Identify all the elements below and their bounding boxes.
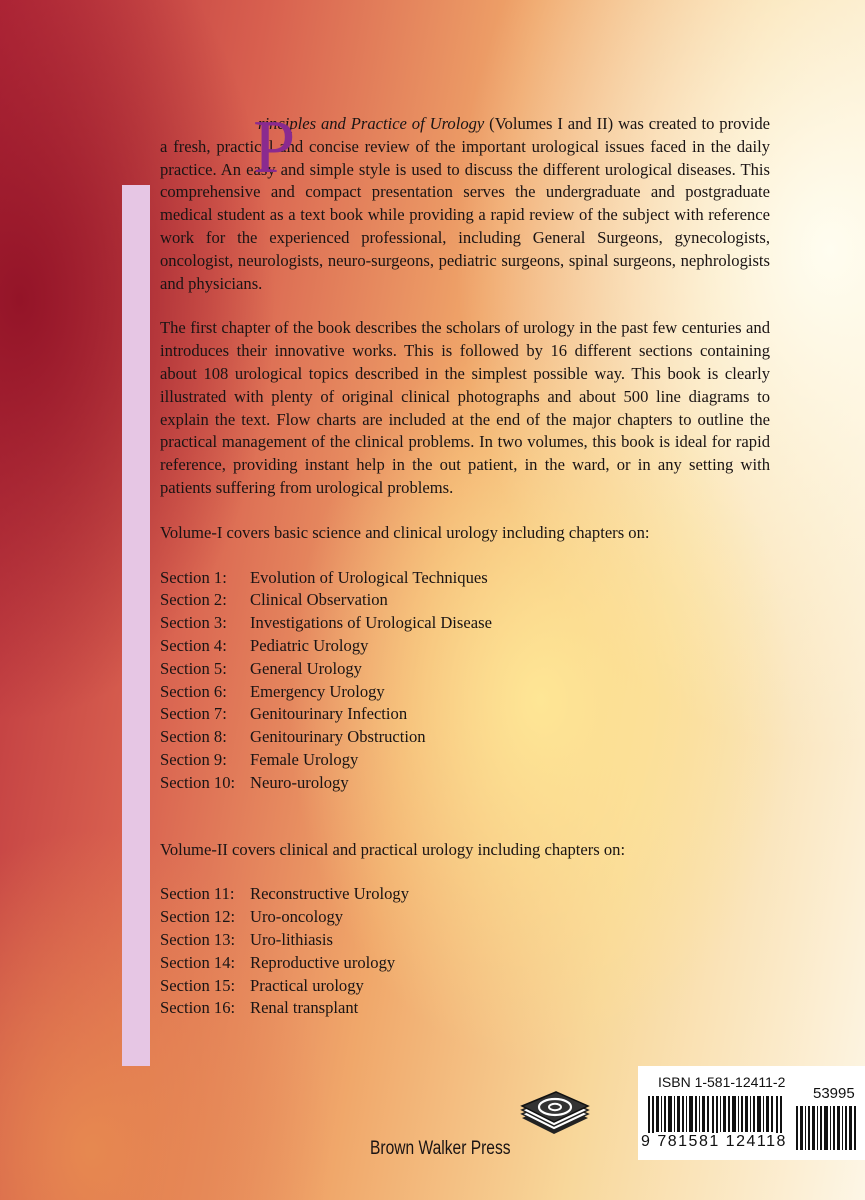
section-item: Section 16: Renal transplant [160, 998, 359, 1018]
section-item: Section 15: Practical urology [160, 975, 364, 995]
price-addon-digits: 53995 [813, 1085, 855, 1102]
decorative-side-bar [122, 185, 150, 1066]
section-item: Section 9: Female Urology [160, 749, 359, 769]
publisher-name: Brown Walker Press [370, 1138, 511, 1159]
blurb-text [160, 105, 770, 1064]
ean-digits: 9 781581 124118 [641, 1133, 787, 1150]
blurb-paragraph-2: The first chapter of the book describes the scholars of urology in the past few centuries and introduces their innovative works. This is followed by 16 different sections containing about 108 urological topics described in the simplest possible way. This book is clearly illustrated with plenty of original clinical photographs and about 500 line diagrams to explain the text. Flow charts are included at the end of the major chapters to outline the practical management of the clinical problems. In two volumes, this book is ideal for rapid reference, providing instant help in the out patient, in the ward, or in any setting with patients suffering from urological problems. [160, 318, 770, 497]
blurb-paragraph-1 [160, 105, 770, 295]
section-item: Section 8: Genitourinary Obstruction [160, 727, 426, 747]
volume-1-intro: Volume-I covers basic science and clinical urology including chapters on: [160, 522, 650, 542]
section-item: Section 3: Investigations of Urological Disease [160, 613, 492, 633]
drop-cap-letter: P [253, 105, 296, 189]
section-item: Section 11: Reconstructive Urology [160, 884, 409, 904]
at-sign-book-stack-icon [518, 1088, 590, 1138]
volume-1-section-list [160, 567, 770, 795]
volume-2-intro: Volume-II covers clinical and practical urology including chapters on: [160, 839, 626, 859]
section-item: Section 2: Clinical Observation [160, 590, 388, 610]
section-item: Section 12: Uro-oncology [160, 907, 344, 927]
section-item: Section 5: General Urology [160, 658, 362, 678]
volume-2-section-list [160, 883, 770, 1020]
section-item: Section 6: Emergency Urology [160, 681, 385, 701]
price-addon-barcode [796, 1106, 858, 1150]
section-item: Section 7: Genitourinary Infection [160, 704, 408, 724]
isbn-label: ISBN 1-581-12411-2 [658, 1074, 786, 1090]
blurb-paragraph-1-rest: (Volumes I and II) was created to provide a fresh, practical and concise review of the important urological issues faced in the daily practice. An easy and simple style is used to discuss the different urological diseases. This comprehensive and compact presentation serves the undergraduate and postgraduate medical student as a text book while providing a rapid review of the subject with reference work for the experienced professional, including General Surgeons, gynecologists, oncologist, neurologists, neuro-surgeons, pediatric surgeons, spinal surgeons, nephrologists and physicians. [160, 114, 770, 293]
section-item: Section 4: Pediatric Urology [160, 635, 369, 655]
ean-barcode [648, 1096, 788, 1138]
section-item: Section 13: Uro-lithiasis [160, 929, 333, 949]
section-item: Section 14: Reproductive urology [160, 952, 396, 972]
section-item: Section 10: Neuro-urology [160, 772, 349, 792]
book-title-italic: rinciples and Practice of Urology [258, 114, 485, 133]
section-item: Section 1: Evolution of Urological Techniques [160, 567, 488, 587]
